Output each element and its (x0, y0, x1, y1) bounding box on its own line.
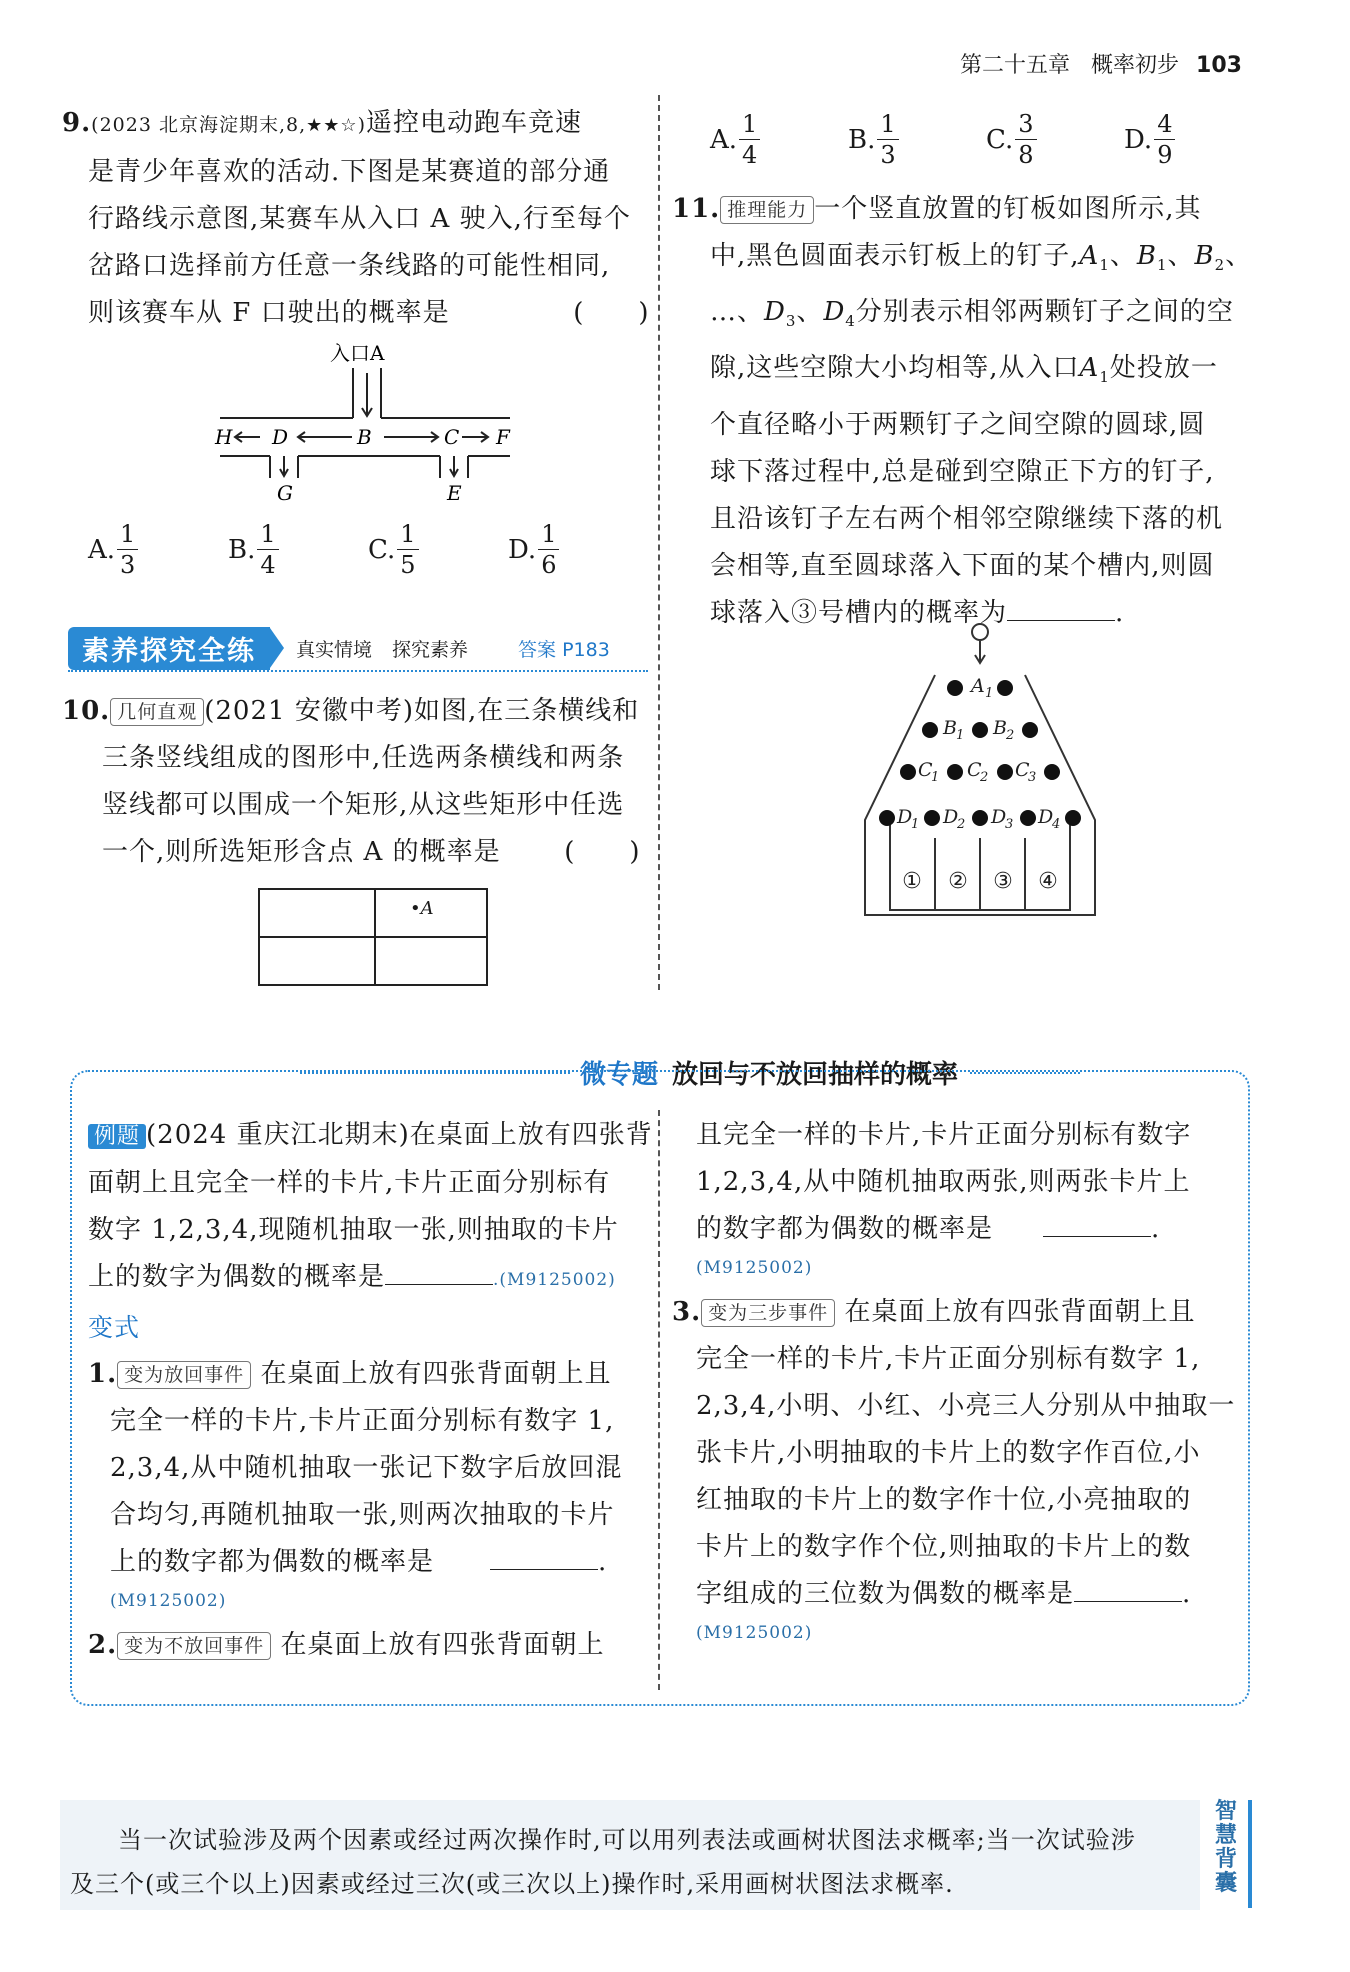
variant-heading: 变式 (88, 1313, 141, 1342)
grid-diagram (258, 888, 488, 986)
q11-line3: …、$D_3$、$D_4$分别表示相邻两颗钉子之间的空 (710, 297, 1234, 331)
example-answer-blank[interactable] (385, 1258, 493, 1285)
v3-line4: 张卡片,小明抽取的卡片上的数字作百位,小 (696, 1438, 1201, 1468)
q10-options (710, 112, 1310, 167)
svg-text:4: 4 (1052, 817, 1061, 832)
column-divider (658, 95, 660, 990)
q10-answer-paren: ( ) (564, 837, 641, 867)
v3-line3: 2,3,4,小明、小红、小亮三人分别从中抽取一 (696, 1391, 1236, 1421)
q11-number: 11. (672, 194, 721, 224)
svg-text:1: 1 (985, 686, 994, 701)
peg-label-c3: C (1015, 759, 1030, 781)
q9-source: (2023 北京海淀期末,8, (91, 114, 307, 136)
banner-tag-1: 真实情境 (296, 638, 373, 661)
q10-option-c[interactable]: C. $\frac{3}{8}$ (986, 112, 1124, 167)
grid-middle-line (260, 936, 486, 938)
v1-code: (M9125002) (110, 1591, 227, 1611)
node-f: F (496, 425, 510, 449)
question-9 (62, 100, 652, 337)
node-d: D (272, 425, 289, 449)
footer-line2: 及三个(或三个以上)因素或经过三次(或三次以上)操作时,采用画树状图法求概率. (70, 1870, 954, 1898)
svg-text:3: 3 (1005, 817, 1014, 832)
q11-line8: 会相等,直至圆球落入下面的某个槽内,则圆 (710, 550, 1215, 581)
banner-arrow-icon (270, 628, 284, 668)
peg-label-d1: D (897, 806, 913, 828)
slot-1: ① (902, 869, 922, 894)
peg-label-c2: C (967, 759, 982, 781)
v3-tag: 变为三步事件 (701, 1299, 835, 1327)
chapter: 第二十五章 (960, 53, 1071, 78)
v2-line2: 且完全一样的卡片,卡片正面分别标有数字 (696, 1120, 1192, 1150)
q10-line2: 三条竖线组成的图形中,任选两条横线和两条 (102, 743, 625, 773)
banner-underline (68, 670, 648, 672)
question-10 (62, 688, 654, 876)
v3-line6: 卡片上的数字作个位,则抽取的卡片上的数 (696, 1532, 1192, 1562)
svg-text:1: 1 (931, 770, 940, 785)
q9-line3: 行路线示意图,某赛车从入口 A 驶入,行至每个 (88, 204, 631, 234)
v1-line3: 2,3,4,从中随机抽取一张记下数字后放回混 (110, 1453, 623, 1483)
example-line4: 上的数字为偶数的概率是 (88, 1262, 386, 1292)
v1-line5: 上的数字都为偶数的概率是 (110, 1547, 435, 1577)
footer-line1: 当一次试验涉及两个因素或经过两次操作时,可以用列表法或画树状图法求概率;当一次试验涉 (118, 1826, 1136, 1854)
q9-line2: 是青少年喜欢的活动.下图是某赛道的部分通 (88, 157, 611, 187)
q10-option-a[interactable]: A. $\frac{1}{4}$ (710, 112, 848, 167)
side-label: 智慧背囊 (1215, 1799, 1238, 1896)
micro-left-column (88, 1112, 653, 1669)
q9-answer-paren: ( ) (573, 298, 650, 328)
track-diagram (200, 338, 530, 508)
q11-line1: 一个竖直放置的钉板如图所示,其 (814, 194, 1202, 224)
q9-line4: 岔路口选择前方任意一条线路的可能性相同, (88, 251, 611, 281)
v2-line3: 1,2,3,4,从中随机抽取两张,则两张卡片上 (696, 1167, 1191, 1197)
slot-2: ② (948, 869, 968, 894)
q9-source-end: ) (357, 114, 366, 136)
page-header (960, 48, 1242, 79)
node-h: H (215, 425, 233, 449)
peg-label-b2: B (993, 717, 1007, 739)
q9-line1: 遥控电动跑车竞速 (365, 108, 582, 138)
example-line3: 数字 1,2,3,4,现随机抽取一张,则抽取的卡片 (88, 1215, 619, 1245)
example-tag: 例题 (88, 1124, 146, 1149)
ball-icon (972, 624, 988, 640)
v1-line4: 合均匀,再随机抽取一张,则两次抽取的卡片 (110, 1500, 615, 1530)
q9-option-c[interactable]: C. $\frac{1}{5}$ (368, 522, 508, 577)
micro-title: 放回与不放回抽样的概率 (671, 1060, 958, 1090)
v3-answer-blank[interactable] (1074, 1575, 1182, 1602)
svg-text:2: 2 (1006, 728, 1015, 743)
svg-text:3: 3 (1028, 770, 1037, 785)
v2-line4: 的数字都为偶数的概率是 (696, 1214, 994, 1244)
v1-line2: 完全一样的卡片,卡片正面分别标有数字 1, (110, 1406, 615, 1436)
q9-options (88, 522, 648, 577)
q10-option-d[interactable]: D. $\frac{4}{9}$ (1124, 112, 1262, 167)
section-title: 概率初步 (1091, 53, 1180, 78)
answer-ref[interactable]: 答案 P183 (518, 638, 610, 661)
node-c: C (444, 425, 460, 449)
micro-right-column (672, 1112, 1242, 1648)
q10-line1: (2021 安徽中考)如图,在三条横线和 (204, 696, 640, 726)
peg-label-a1: A (971, 675, 985, 697)
footer-tip (70, 1818, 1200, 1906)
banner-title: 素养探究全练 (68, 627, 270, 670)
q9-option-d[interactable]: D. $\frac{1}{6}$ (508, 522, 648, 577)
v2-answer-blank[interactable] (1043, 1210, 1151, 1237)
svg-text:2: 2 (957, 817, 966, 832)
q11-line2: 中,黑色圆面表示钉板上的钉子$,A_1$、$B_1$、$B_2$、 (710, 241, 1253, 275)
node-b: B (357, 425, 372, 449)
peg-board-diagram (855, 620, 1105, 920)
v1-line1: 在桌面上放有四张背面朝上且 (260, 1359, 612, 1389)
example-line2: 面朝上且完全一样的卡片,卡片正面分别标有 (88, 1168, 611, 1198)
v1-period: . (598, 1547, 608, 1577)
q10-tag: 几何直观 (110, 698, 204, 726)
q11-line5: 个直径略小于两颗钉子之间空隙的圆球,圆 (710, 409, 1206, 440)
section-banner (68, 628, 648, 668)
v2-period: . (1151, 1214, 1161, 1244)
node-e: E (447, 481, 462, 505)
q9-option-b[interactable]: B. $\frac{1}{4}$ (228, 522, 368, 577)
v2-number: 2. (88, 1630, 118, 1660)
peg-label-d2: D (943, 806, 959, 828)
v3-line2: 完全一样的卡片,卡片正面分别标有数字 1, (696, 1344, 1201, 1374)
slot-4: ④ (1038, 869, 1058, 894)
svg-text:1: 1 (911, 817, 920, 832)
q9-number: 9. (62, 108, 92, 138)
example-line1: (2024 重庆江北期末)在桌面上放有四张背 (146, 1120, 653, 1150)
q11-line6: 球下落过程中,总是碰到空隙正下方的钉子, (710, 456, 1215, 487)
q10-number: 10. (62, 696, 111, 726)
q10-line4: 一个,则所选矩形含点 A 的概率是 (102, 837, 501, 867)
v3-period: . (1182, 1579, 1192, 1609)
v2-code: (M9125002) (696, 1258, 813, 1278)
svg-text:1: 1 (956, 728, 965, 743)
slot-3: ③ (993, 869, 1013, 894)
svg-text:2: 2 (980, 770, 989, 785)
q11-line9: 球落入③号槽内的概率为 (710, 597, 1008, 628)
point-a-label: •A (410, 898, 434, 919)
micro-label: 微专题 (579, 1060, 658, 1090)
question-11 (672, 186, 1272, 637)
difficulty-stars-icon: ★★☆ (306, 115, 358, 136)
v1-number: 1. (88, 1359, 118, 1389)
q10-option-b[interactable]: B. $\frac{1}{3}$ (848, 112, 986, 167)
q11-line7: 且沿该钉子左右两个相邻空隙继续下落的机 (710, 503, 1224, 534)
node-g: G (277, 481, 293, 505)
micro-divider (658, 1110, 660, 1690)
v2-tag: 变为不放回事件 (117, 1632, 271, 1660)
q10-line3: 竖线都可以围成一个矩形,从这些矩形中任选 (102, 790, 625, 820)
q11-answer-blank[interactable] (1007, 594, 1115, 621)
page-number: 103 (1196, 53, 1242, 78)
v2-line1: 在桌面上放有四张背面朝上 (280, 1630, 605, 1660)
q11-end: . (1115, 597, 1125, 628)
peg-label-c1: C (918, 759, 933, 781)
grid-vertical-line (374, 890, 376, 984)
v3-line7: 字组成的三位数为偶数的概率是 (696, 1579, 1075, 1609)
v3-line1: 在桌面上放有四张背面朝上且 (844, 1297, 1196, 1327)
peg-label-d3: D (991, 806, 1007, 828)
q11-line4: 隙,这些空隙大小均相等,从入口$A_1$处投放一 (710, 353, 1218, 387)
peg-label-b1: B (943, 717, 957, 739)
v3-number: 3. (672, 1297, 702, 1327)
entrance-label: 入口A (330, 341, 385, 365)
v1-answer-blank[interactable] (490, 1543, 598, 1570)
side-bar (1248, 1800, 1252, 1908)
v3-line5: 红抽取的卡片上的数字作十位,小亮抽取的 (696, 1485, 1192, 1515)
example-code: .(M9125002) (493, 1270, 616, 1290)
peg-label-d4: D (1038, 806, 1054, 828)
q9-line5: 则该赛车从 F 口驶出的概率是 (88, 298, 450, 328)
v1-tag: 变为放回事件 (117, 1361, 251, 1389)
v3-code: (M9125002) (696, 1623, 813, 1643)
q9-option-a[interactable]: A. $\frac{1}{3}$ (88, 522, 228, 577)
q11-tag: 推理能力 (720, 196, 814, 224)
banner-tag-2: 探究素养 (392, 638, 469, 661)
